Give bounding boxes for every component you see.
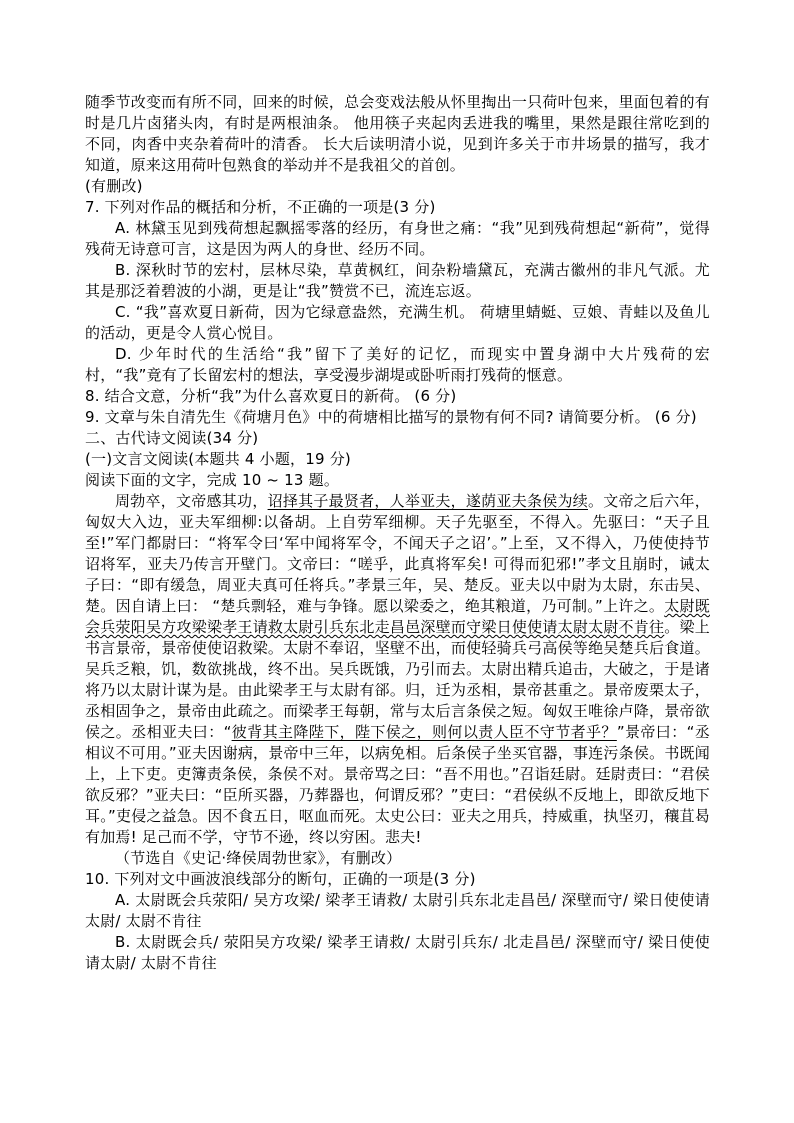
text-segment: 7. 下列对作品的概括和分析，不正确的一项是(3 分)	[85, 198, 436, 216]
question-7-option-b	[85, 260, 710, 302]
text-segment: (有删改)	[85, 177, 143, 195]
text-segment: 阅读下面的文字，完成 10 ~ 13 题。	[85, 471, 340, 489]
question-7-option-d	[85, 344, 710, 386]
text-segment: A. 太尉既会兵荥阳/ 吴方攻梁/ 梁孝王请救/ 太尉引兵东北走昌邑/ 深壁而守/ 梁日使使请太尉/ 太尉不肯往	[85, 891, 710, 930]
text-segment: ”景帝曰：“丞相议不可用。”亚夫因谢病，景帝中三年，以病免相。后条侯子坐买官器，事连污条侯。书既闻上，上下吏。吏簿责条侯，条侯不对。景帝骂之曰：“吾不用也。”召诣廷尉。廷尉责曰：“君侯欲反邪？”亚夫曰：“臣所买器，乃葬器也，何谓反邪？”吏曰：“君侯纵不反地上，即欲反地下耳。”吏侵之益急。因不食五日，呕血而死。太史公曰：亚夫之用兵，持威重，执坚刃，穰苴曷有加焉! 足己而不学，守节不逊，终以穷困。悲夫!	[85, 723, 710, 846]
question-10-stem	[85, 869, 710, 890]
text-segment: 10. 下列对文中画波浪线部分的断句，正确的一项是(3 分)	[85, 870, 476, 888]
text-segment: 。梁上书言景帝，景帝使使诏救梁。太尉不奉诏，坚壁不出，而使轻骑兵弓高侯等绝吴楚兵后食道。吴兵乏粮，饥，数欲挑战，终不出。吴兵既饿，乃引而去。太尉出精兵追击，大破之，于是诸将乃以太尉计谋为是。由此梁孝王与太尉有郤。归，迁为丞相，景帝甚重之。景帝废栗太子，丞相固争之，景帝由此疏之。而梁孝王每朝，常与太后言条侯之短。匈奴王唯徐卢降，景帝欲侯之。丞相亚夫曰：“	[85, 618, 710, 741]
text-segment: B. 深秋时节的宏村，层林尽染，草黄枫红，间杂粉墙黛瓦，充满古徽州的非凡气派。尤其是那泛着碧波的小湖，更是让“我”赞赏不已，流连忘返。	[85, 261, 710, 300]
text-segment: 。文帝之后六年，匈奴大入边，亚夫军细柳:以备胡。上自劳军细柳。天子先驱至，不得入。先驱曰：“天子且至!”军门都尉曰：“将军令曰‘军中闻将军令，不闻天子之诏’。”上至，又不得入，乃使使持节诏将军，亚夫乃传言开壁门。文帝曰：“嗟乎，此真将军矣! 可得而犯邪!”孝文且崩时，诫太子曰：“即有缓急，周亚夫真可任将兵。”孝景三年，吴、楚反。亚夫以中尉为太尉，东击吴、楚。因自请上曰： “楚兵剽轻，难与争锋。愿以梁委之，绝其粮道，乃可制。”上许之。	[85, 492, 710, 615]
question-10-option-a	[85, 890, 710, 932]
solid-underlined-text: 彼背其主降陛下，陛下侯之，则何以责人臣不守节者乎？	[231, 723, 617, 741]
text-segment: 周勃卒，文帝感其功，	[115, 492, 268, 510]
question-9-stem	[85, 407, 710, 428]
modern-text-passage-continuation	[85, 92, 710, 176]
text-segment: A. 林黛玉见到残荷想起飘摇零落的经历，有身世之痛：“我”见到残荷想起“新荷”，觉得残荷无诗意可言，这是因为两人的身世、经历不同。	[85, 219, 710, 258]
passage-edit-note	[85, 176, 710, 197]
section-2-1-heading	[85, 449, 710, 470]
text-segment: 随季节改变而有所不同，回来的时候，总会变戏法般从怀里掏出一只荷叶包来，里面包着的有时是几片卤猪头肉，有时是两根油条。 他用筷子夹起肉丢进我的嘴里，果然是跟往常吃到的不同，肉香中夹杂着荷叶的清香。 长大后读明清小说，见到许多关于市井场景的描写，我才知道，原来这用荷叶包熟食的举动并不是我祖父的首创。	[85, 93, 710, 174]
text-segment: 9. 文章与朱自清先生《荷塘月色》中的荷塘相比描写的景物有何不同? 请简要分析。 (6 分)	[85, 408, 697, 426]
document-body	[85, 92, 710, 974]
wavy-underlined-text: 太尉既会兵荥阳吴方攻梁梁孝王请救太尉引兵东北走昌邑深壁而守梁日使使请太尉太尉不肯往	[85, 597, 710, 636]
classical-passage	[85, 491, 710, 848]
section-2-heading	[85, 428, 710, 449]
text-segment: 8. 结合文意，分析“我”为什么喜欢夏日的新荷。 (6 分)	[85, 387, 457, 405]
question-7-stem	[85, 197, 710, 218]
reading-instruction	[85, 470, 710, 491]
passage-source-note	[85, 848, 710, 869]
question-8-stem	[85, 386, 710, 407]
question-7-option-c	[85, 302, 710, 344]
text-segment: D. 少年时代的生活给“我”留下了美好的记忆，而现实中置身湖中大片残荷的宏村，“我”竟有了长留宏村的想法，享受漫步湖堤或卧听雨打残荷的惬意。	[85, 345, 710, 384]
solid-underlined-text: 诏择其子最贤者，人举亚夫，遂荫亚夫条侯为续	[267, 492, 588, 510]
question-7-option-a	[85, 218, 710, 260]
text-segment: （节选自《史记·绛侯周勃世家》，有删改）	[115, 849, 402, 867]
text-segment: C. “我”喜欢夏日新荷，因为它绿意盎然，充满生机。 荷塘里蜻蜓、豆娘、青蛙以及鱼儿的活动，更是令人赏心悦目。	[85, 303, 710, 342]
question-10-option-b	[85, 932, 710, 974]
text-segment: (一)文言文阅读(本题共 4 小题，19 分)	[85, 450, 351, 468]
text-segment: B. 太尉既会兵/ 荥阳吴方攻梁/ 梁孝王请救/ 太尉引兵东/ 北走昌邑/ 深壁而守/ 梁日使使请太尉/ 太尉不肯往	[85, 933, 710, 972]
text-segment: 二、古代诗文阅读(34 分)	[85, 429, 259, 447]
